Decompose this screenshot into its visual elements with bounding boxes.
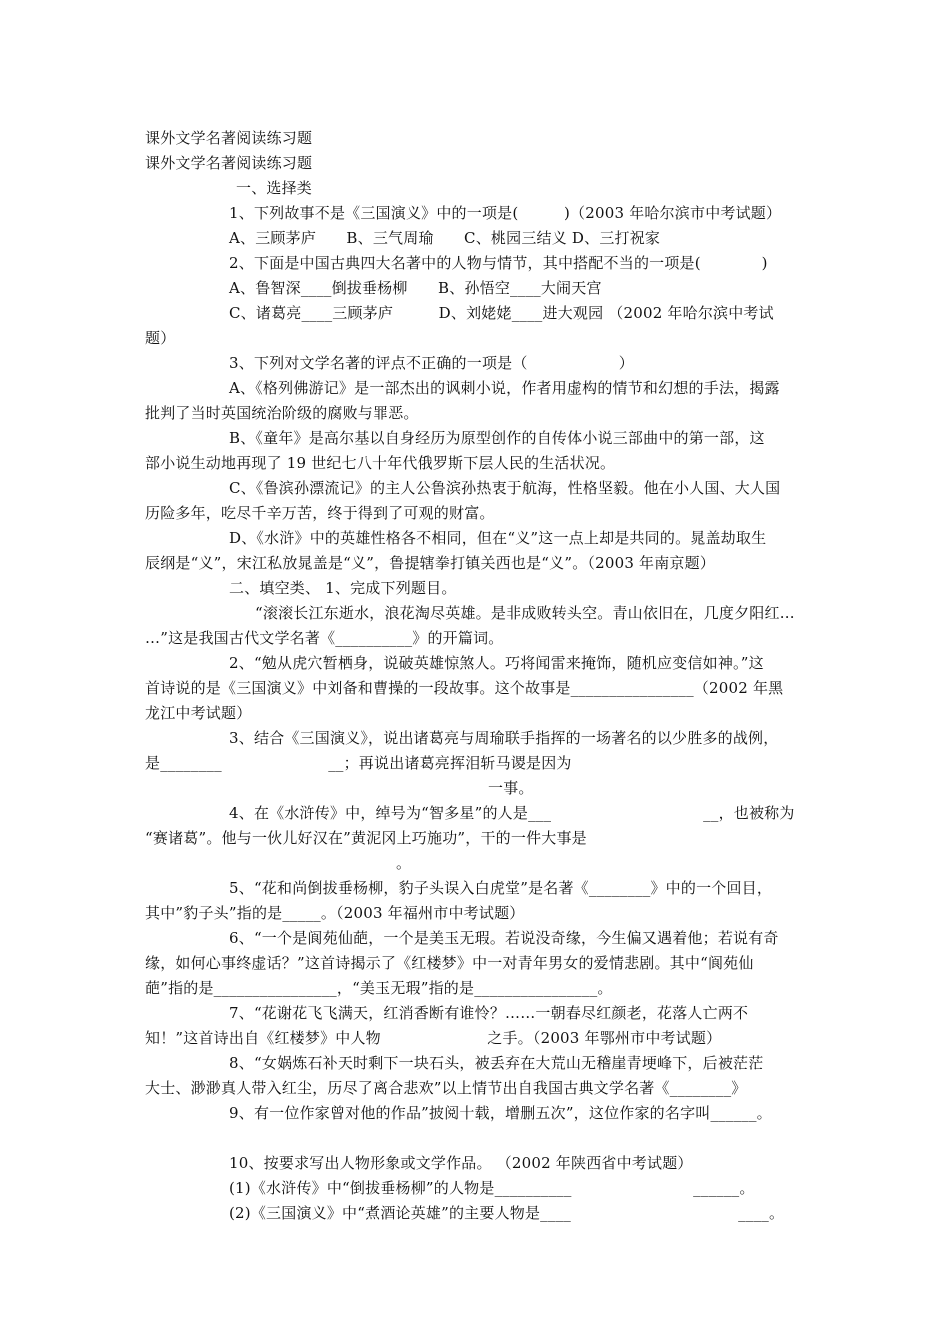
document-title: 课外文学名著阅读练习题 — [145, 129, 313, 147]
fill-question-7: 7、“花谢花飞飞满天，红消香断有谁怜？……一朝春尽红颜老，花落人亡两不 — [229, 1004, 749, 1022]
fill-question-1: “滚滚长江东逝水，浪花淘尽英雄。是非成败转头空。青山依旧在，几度夕阳红… — [255, 604, 795, 622]
text-line: 辰纲是“义”，宋江私放晁盖是“义”，鲁提辖拳打镇关西也是“义”。（2003 年南京题） — [145, 554, 716, 572]
fill-question-8: 8、“女娲炼石补天时剩下一块石头，被丢弃在大荒山无稽崖青埂峰下，后被茫茫 — [229, 1054, 764, 1072]
text-line: 其中”豹子头”指的是_____。（2003 年福州市中考试题） — [145, 904, 525, 922]
text-line: “赛诸葛”。他与一伙儿好汉在”黄泥冈上巧施功”，干的一件大事是 — [145, 829, 587, 847]
question-3-option-d: D、《水浒》中的英雄性格各不相同，但在“义”这一点上却是共同的。晁盖劫取生 — [229, 529, 767, 547]
text-line: 葩”指的是________________，“美玉无瑕”指的是________________。 — [145, 979, 613, 997]
fill-question-4: 4、在《水浒传》中，绰号为“智多星”的人是___ __，也被称为 — [229, 804, 795, 822]
text-line: 题） — [145, 329, 176, 347]
question-1: 1、下列故事不是《三国演义》中的一项是( )（2003 年哈尔滨市中考试题） — [229, 204, 782, 222]
question-2-options-cd: C、诸葛亮____三顾茅庐 D、刘姥姥____进大观园 （2002 年哈尔滨中考试 — [229, 304, 774, 322]
section-heading-fill: 二、填空类、 1、完成下列题目。 — [229, 579, 457, 597]
text-line: 部小说生动地再现了 19 世纪七八十年代俄罗斯下层人民的生活状况。 — [145, 454, 616, 472]
question-3-option-c: C、《鲁滨孙漂流记》的主人公鲁滨孙热衷于航海，性格坚毅。他在小人国、大人国 — [229, 479, 781, 497]
text-line: 批判了当时英国统治阶级的腐败与罪恶。 — [145, 404, 419, 422]
text-line: 首诗说的是《三国演义》中刘备和曹操的一段故事。这个故事是________________（2002 年黑 — [145, 679, 784, 697]
fill-question-9: 9、有一位作家曾对他的作品”披阅十载，增删五次”，这位作家的名字叫______。 — [229, 1104, 772, 1122]
question-2-options-ab: A、鲁智深____倒拔垂杨柳 B、孙悟空____大闹天宫 — [229, 279, 602, 297]
fill-question-3: 3、结合《三国演义》，说出诸葛亮与周瑜联手指挥的一场著名的以少胜多的战例， — [229, 729, 779, 747]
document-title-repeat: 课外文学名著阅读练习题 — [145, 154, 313, 172]
text-line: 。 — [396, 854, 412, 872]
question-3: 3、下列对文学名著的评点不正确的一项是（ ） — [229, 354, 634, 372]
question-1-options: A、三顾茅庐 B、三气周瑜 C、桃园三结义 D、三打祝家 — [229, 229, 661, 247]
text-line: 大士、渺渺真人带入红尘，历尽了离合悲欢”以上情节出自我国古典文学名著《________》 — [145, 1079, 747, 1097]
question-2: 2、下面是中国古典四大名著中的人物与情节，其中搭配不当的一项是( ) — [229, 254, 768, 272]
fill-question-2: 2、“勉从虎穴暂栖身，说破英雄惊煞人。巧将闻雷来掩饰，随机应变信如神。”这 — [229, 654, 764, 672]
question-3-option-b: B、《童年》是高尔基以自身经历为原型创作的自传体小说三部曲中的第一部，这 — [229, 429, 765, 447]
text-line: 知！”这首诗出自《红楼梦》中人物 之手。（2003 年鄂州市中考试题） — [145, 1029, 722, 1047]
question-3-option-a: A、《格列佛游记》是一部杰出的讽刺小说，作者用虚构的情节和幻想的手法，揭露 — [229, 379, 780, 397]
fill-question-10-part-2: (2)《三国演义》中“煮酒论英雄”的主要人物是____ ____。 — [229, 1204, 785, 1222]
text-line: 历险多年，吃尽千辛万苦，终于得到了可观的财富。 — [145, 504, 495, 522]
fill-question-10-part-1: (1)《水浒传》中“倒拔垂杨柳”的人物是__________ ______。 — [229, 1179, 755, 1197]
text-line: …”这是我国古代文学名著《__________》的开篇词。 — [145, 629, 504, 647]
fill-question-6: 6、“一个是阆苑仙葩，一个是美玉无瑕。若说没奇缘，今生偏又遇着他；若说有奇 — [229, 929, 779, 947]
text-line: 缘，如何心事终虚话？”这首诗揭示了《红楼梦》中一对青年男女的爱情悲剧。其中“阆苑仙 — [145, 954, 754, 972]
fill-question-5: 5、“花和尚倒拔垂杨柳，豹子头误入白虎堂”是名著《________》中的一个回目， — [229, 879, 773, 897]
fill-question-10: 10、按要求写出人物形象或文学作品。 （2002 年陕西省中考试题） — [229, 1154, 693, 1172]
section-heading-choice: 一、选择类 — [236, 179, 313, 197]
text-line: 龙江中考试题） — [145, 704, 252, 722]
text-line: 是________ __；再说出诸葛亮挥泪斩马谡是因为 — [145, 754, 572, 772]
text-line: 一事。 — [488, 779, 534, 797]
